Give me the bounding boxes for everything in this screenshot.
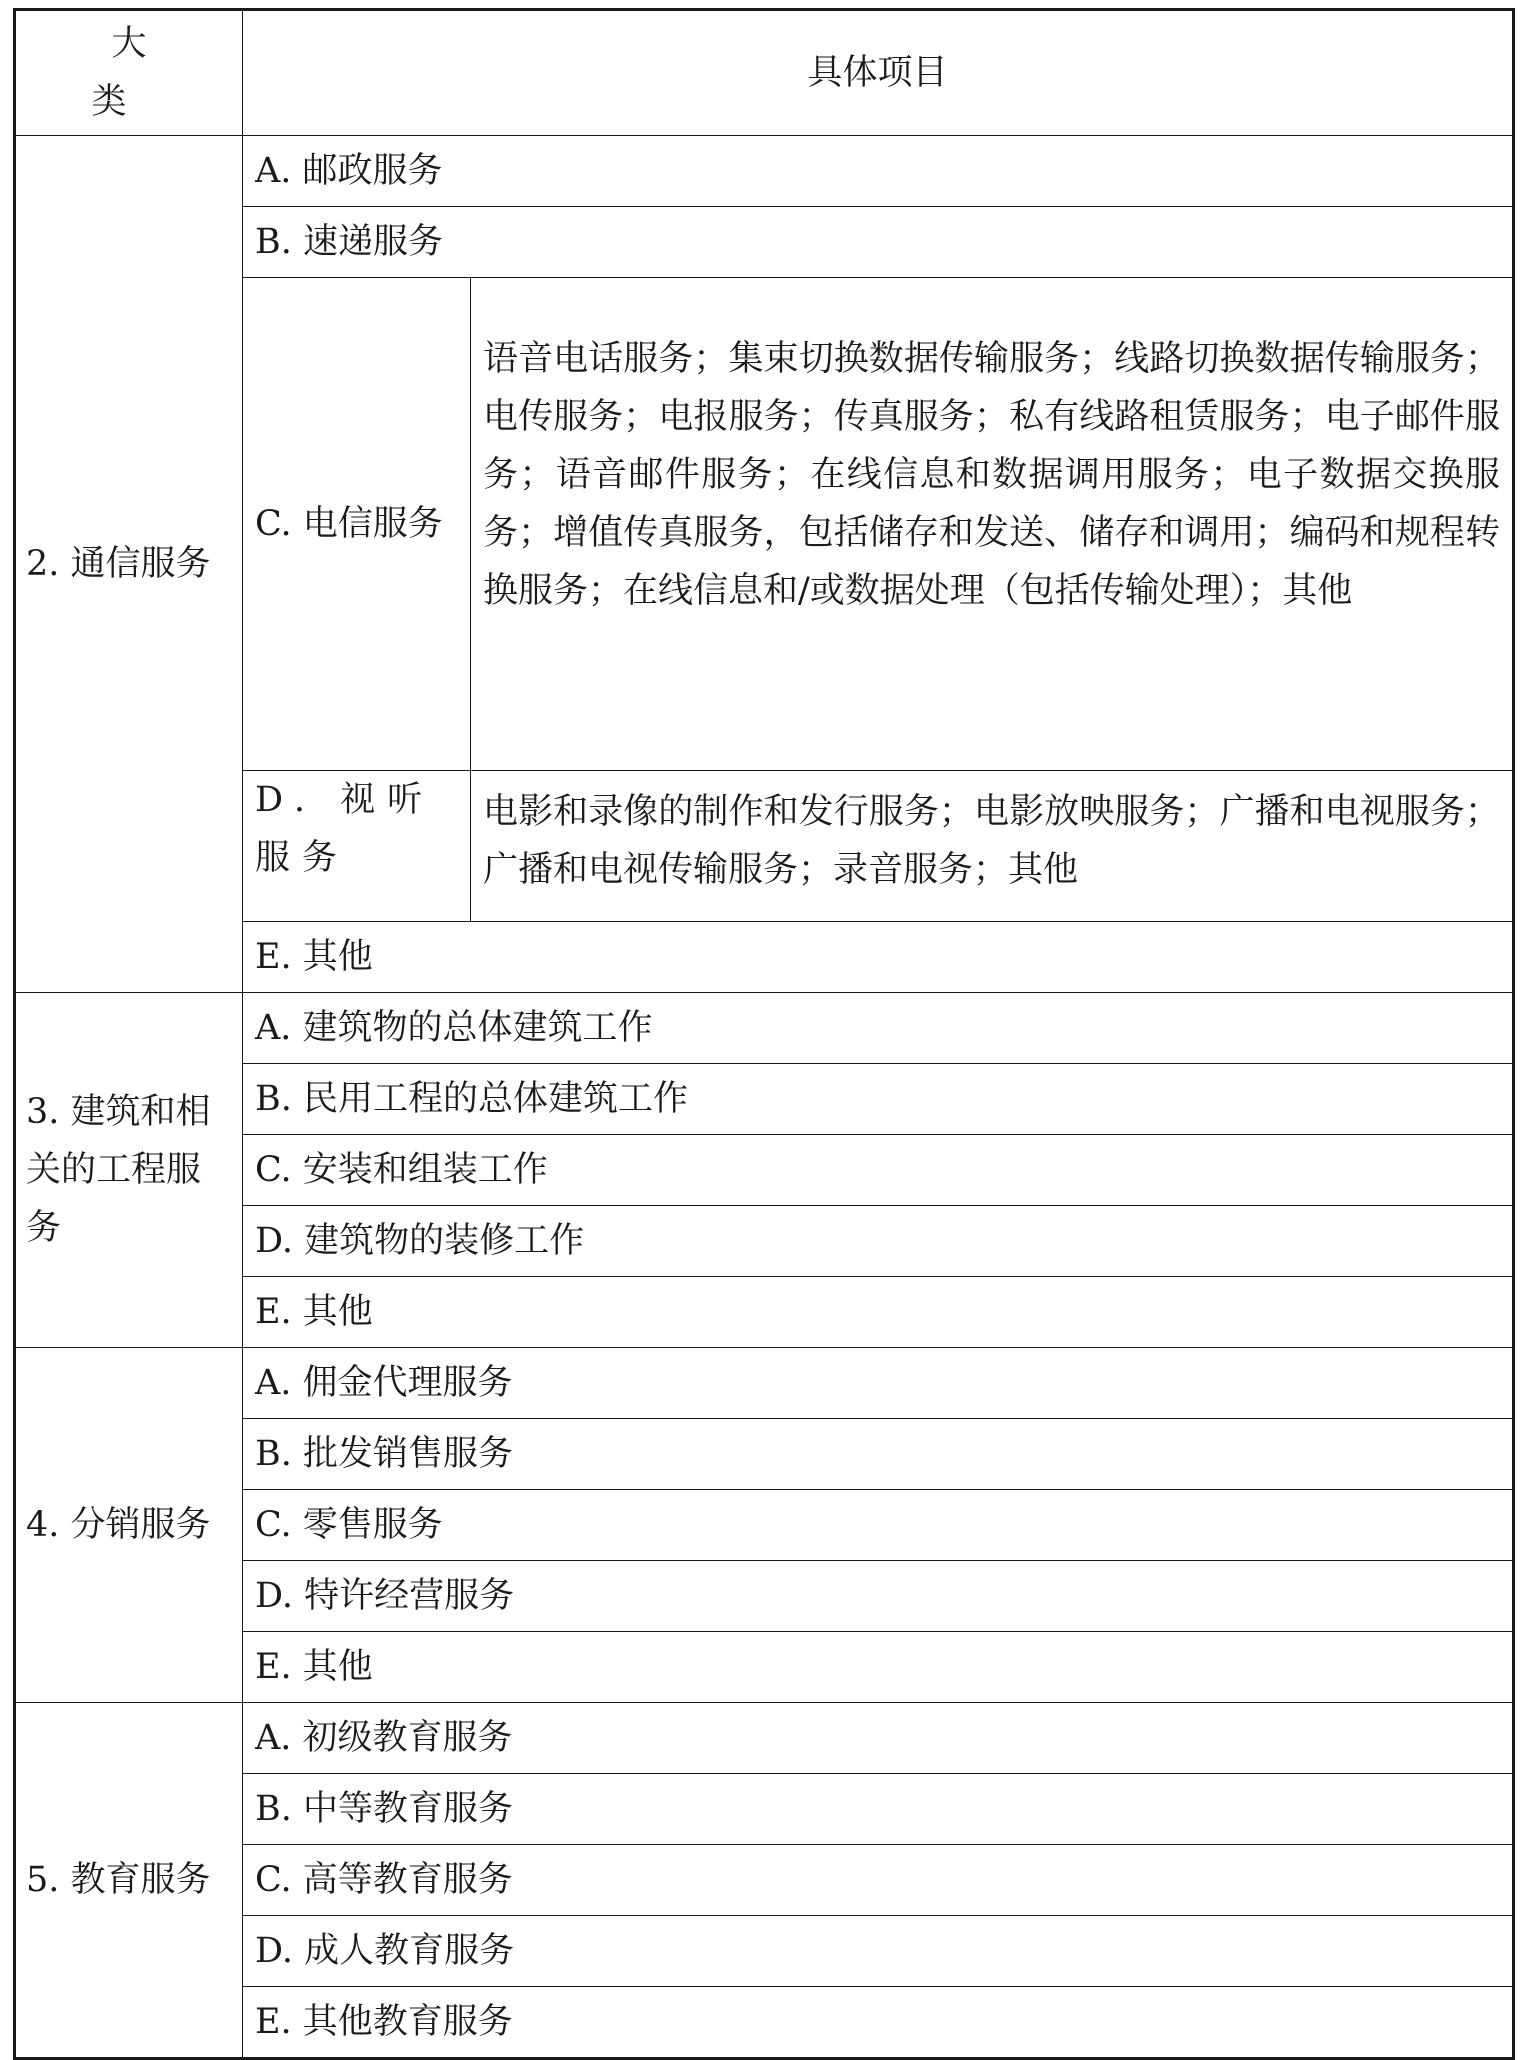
item-cell: B. 批发销售服务 [243,1419,1514,1490]
item-cell: A. 邮政服务 [243,136,1514,207]
item-cell: E. 其他教育服务 [243,1987,1514,2059]
services-table [13,8,1515,2060]
table-header-row [15,10,1514,136]
item-cell: B. 速递服务 [243,207,1514,278]
item-cell: E. 其他 [243,1277,1514,1348]
header-items: 具体项目 [243,10,1514,136]
item-cell: B. 中等教育服务 [243,1774,1514,1845]
item-cell: A. 建筑物的总体建筑工作 [243,993,1514,1064]
item-cell: C. 电信服务 [243,278,471,771]
item-cell: E. 其他 [243,1632,1514,1703]
item-cell: C. 零售服务 [243,1490,1514,1561]
item-detail-cell: 语音电话服务；集束切换数据传输服务；线路切换数据传输服务；电传服务；电报服务；传真服务；私有线路租赁服务；电子邮件服务；语音邮件服务；在线信息和数据调用服务；电子数据交换服务；增值传真服务，包括储存和发送、储存和调用；编码和规程转换服务；在线信息和/或数据处理（包括传输处理）；其他 [471,278,1514,771]
item-cell: D. 成人教育服务 [243,1916,1514,1987]
item-cell: C. 安装和组装工作 [243,1135,1514,1206]
category-cell: 4. 分销服务 [15,1348,243,1703]
item-cell: B. 民用工程的总体建筑工作 [243,1064,1514,1135]
item-cell: E. 其他 [243,922,1514,993]
category-cell: 5. 教育服务 [15,1703,243,2059]
item-cell: C. 高等教育服务 [243,1845,1514,1916]
category-cell: 2. 通信服务 [15,136,243,993]
item-cell: A. 初级教育服务 [243,1703,1514,1774]
table-row [15,1348,1514,1419]
item-cell: D. 特许经营服务 [243,1561,1514,1632]
item-cell: D. 建筑物的装修工作 [243,1206,1514,1277]
table-row [15,1703,1514,1774]
table-row [15,993,1514,1064]
category-cell: 3. 建筑和相关的工程服务 [15,993,243,1348]
item-cell: A. 佣金代理服务 [243,1348,1514,1419]
item-detail-cell: 电影和录像的制作和发行服务；电影放映服务；广播和电视服务；广播和电视传输服务；录音服务；其他 [471,771,1514,922]
table-row [15,136,1514,207]
header-category: 大 类 [15,10,243,136]
item-cell: D. 视听服务 [243,771,471,922]
